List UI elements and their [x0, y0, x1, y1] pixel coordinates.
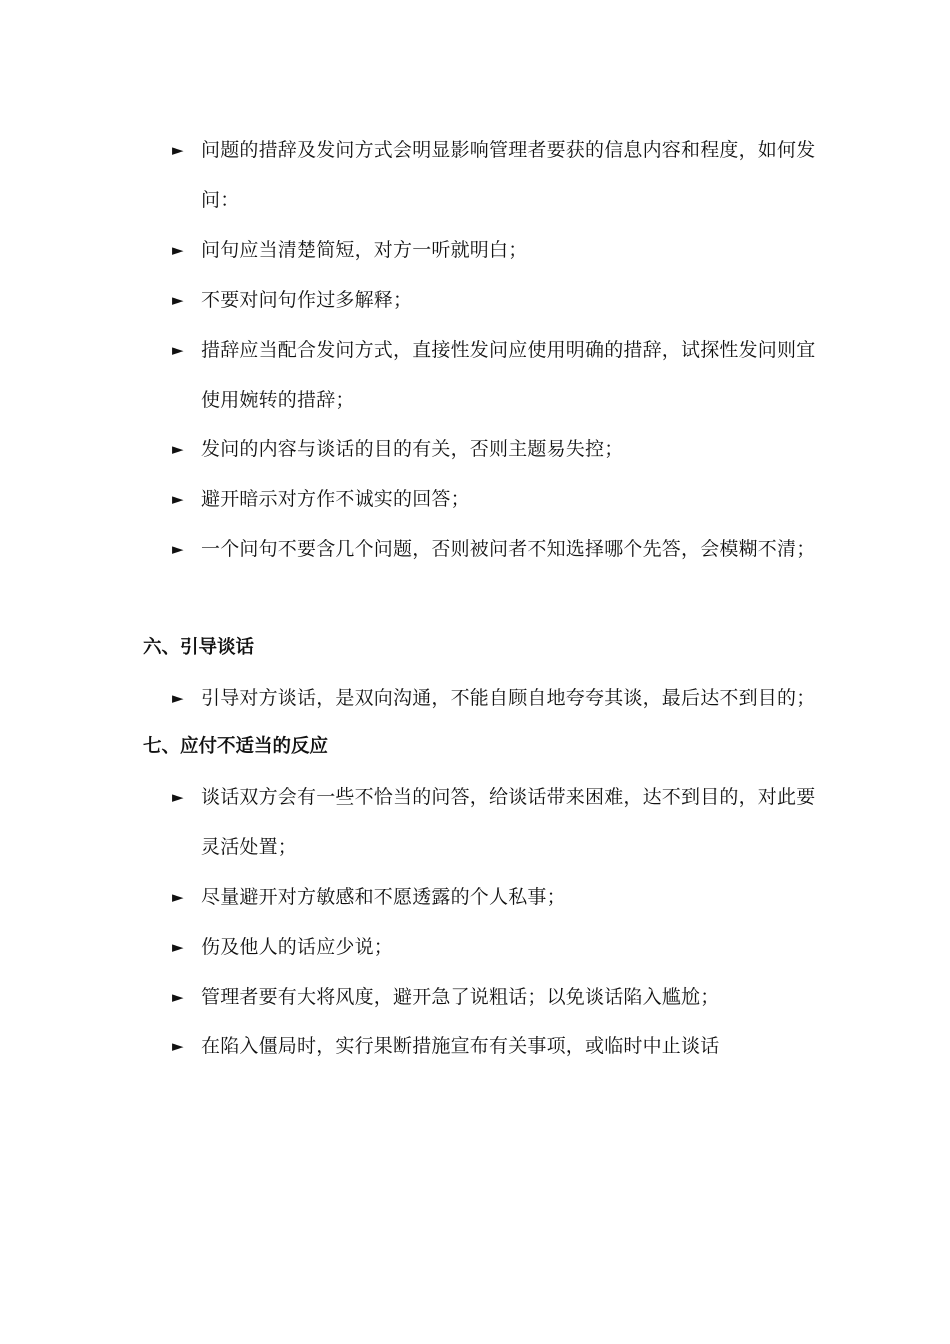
list-item-text: 不要对问句作过多解释；	[201, 289, 413, 311]
bullet-arrow-icon: ►	[172, 689, 184, 707]
list-item	[172, 225, 822, 275]
list-item-text: 发问的内容与谈话的目的有关，否则主题易失控；	[201, 438, 624, 460]
list-item	[172, 275, 822, 325]
list-item	[172, 424, 822, 474]
list-item-text: 管理者要有大将风度，避开急了说粗话；以免谈话陷入尴尬；	[201, 986, 720, 1008]
bullet-arrow-icon: ►	[172, 241, 184, 259]
list-item-text: 问句应当清楚简短，对方一听就明白；	[201, 239, 528, 261]
list-item-text: 一个问句不要含几个问题，否则被问者不知选择哪个先答，会模糊不清；	[201, 538, 816, 560]
bullet-arrow-icon: ►	[172, 540, 184, 558]
list-item	[172, 922, 822, 972]
list-item-text: 问题的措辞及发问方式会明显影响管理者要获的信息内容和程度，如何发问：	[201, 139, 816, 211]
list-item	[172, 524, 822, 574]
section-heading: 六、引导谈话	[143, 637, 255, 658]
bullet-arrow-icon: ►	[172, 291, 184, 309]
bullet-arrow-icon: ►	[172, 988, 184, 1006]
bullet-arrow-icon: ►	[172, 938, 184, 956]
bullet-arrow-icon: ►	[172, 440, 184, 458]
section-heading: 七、应付不适当的反应	[143, 736, 329, 757]
list-item	[172, 125, 822, 225]
list-item-text: 尽量避开对方敏感和不愿透露的个人私事；	[201, 886, 566, 908]
bullet-arrow-icon: ►	[172, 1037, 184, 1055]
list-item	[172, 673, 822, 723]
list-item-text: 谈话双方会有一些不恰当的问答，给谈话带来困难，达不到目的，对此要灵活处置；	[201, 786, 816, 858]
list-item-text: 伤及他人的话应少说；	[201, 936, 394, 958]
list-item	[172, 872, 822, 922]
bullet-arrow-icon: ►	[172, 490, 184, 508]
list-item-text: 措辞应当配合发问方式，直接性发问应使用明确的措辞，试探性发问则宜使用婉转的措辞；	[201, 339, 816, 411]
bullet-arrow-icon: ►	[172, 341, 184, 359]
bullet-arrow-icon: ►	[172, 788, 184, 806]
list-item	[172, 772, 822, 872]
bullet-arrow-icon: ►	[172, 888, 184, 906]
list-item	[172, 325, 822, 425]
list-item	[172, 1021, 822, 1071]
list-item	[172, 474, 822, 524]
list-item-text: 避开暗示对方作不诚实的回答；	[201, 488, 470, 510]
list-item	[172, 972, 822, 1022]
bullet-arrow-icon: ►	[172, 141, 184, 159]
list-item-text: 引导对方谈话，是双向沟通，不能自顾自地夸夸其谈，最后达不到目的；	[201, 687, 816, 709]
list-item-text: 在陷入僵局时，实行果断措施宣布有关事项，或临时中止谈话	[201, 1035, 720, 1057]
